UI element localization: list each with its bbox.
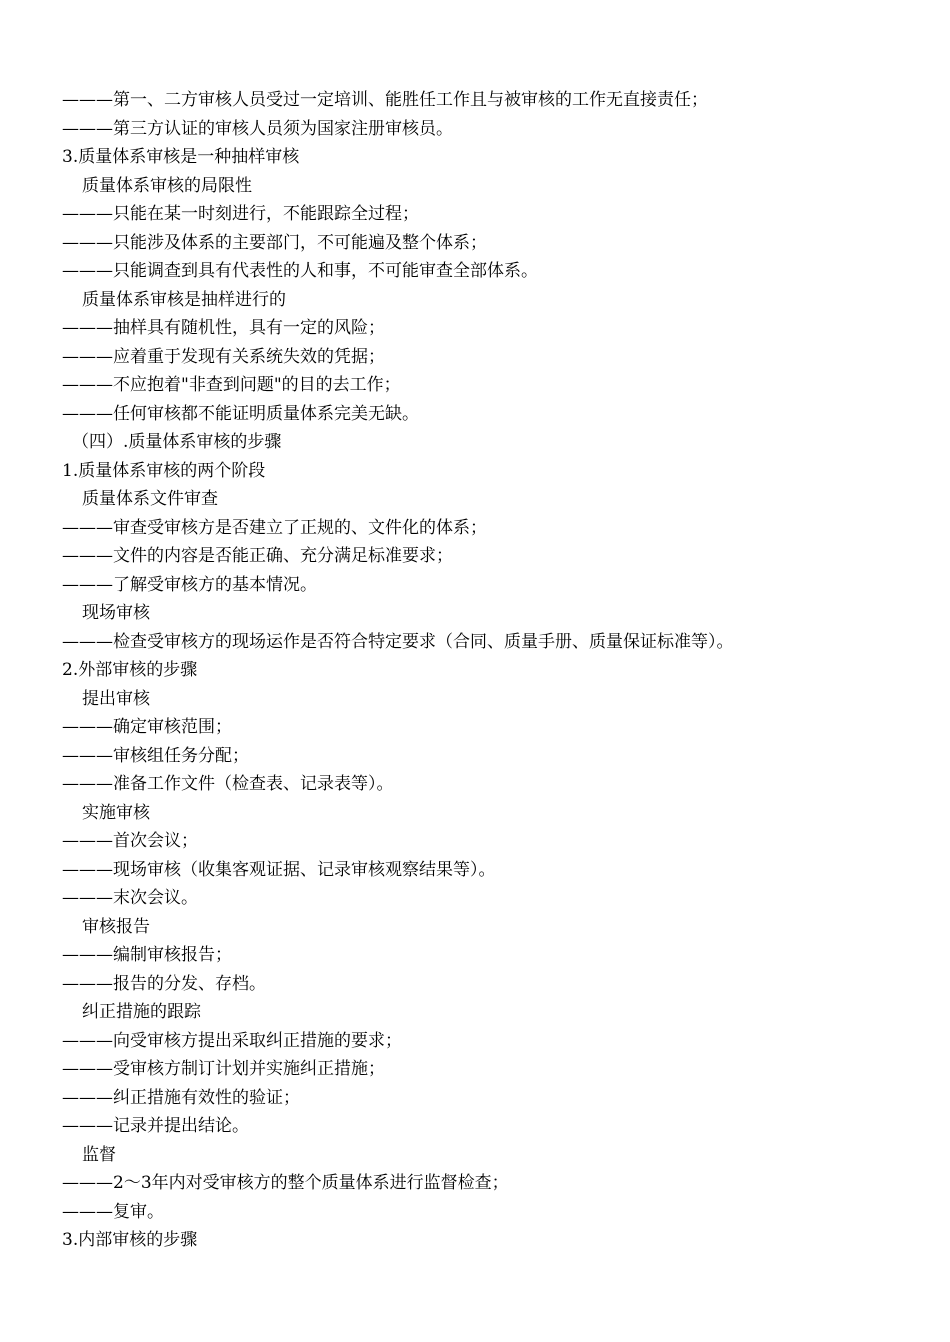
bullet-line: ———第一、二方审核人员受过一定培训、能胜任工作且与被审核的工作无直接责任； xyxy=(62,90,708,110)
subsection-heading: 提出审核 xyxy=(82,688,150,709)
subsection-heading: 纠正措施的跟踪 xyxy=(82,1002,201,1022)
bullet-line: ———2～3年内对受审核方的整个质量体系进行监督检查； xyxy=(62,1173,509,1193)
bullet-line: ———审核组任务分配； xyxy=(62,745,249,766)
section-heading: 1.质量体系审核的两个阶段 xyxy=(62,460,266,481)
section-heading: 3.内部审核的步骤 xyxy=(62,1230,198,1250)
bullet-line: ———任何审核都不能证明质量体系完美无缺。 xyxy=(62,403,419,424)
bullet-line: ———编制审核报告； xyxy=(62,945,232,965)
bullet-line: ———应着重于发现有关系统失效的凭据； xyxy=(62,346,385,367)
subsection-heading: 质量体系审核的局限性 xyxy=(82,175,252,196)
bullet-line: ———末次会议。 xyxy=(62,888,198,908)
bullet-line: ———确定审核范围； xyxy=(62,717,232,737)
bullet-line: ———文件的内容是否能正确、充分满足标准要求； xyxy=(62,546,453,566)
subsection-heading: 质量体系审核是抽样进行的 xyxy=(82,289,286,310)
bullet-line: ———只能调查到具有代表性的人和事，不可能审查全部体系。 xyxy=(62,261,538,281)
subsection-heading: 监督 xyxy=(82,1144,116,1165)
chapter-heading: （四）.质量体系审核的步骤 xyxy=(72,432,282,452)
subsection-heading: 审核报告 xyxy=(82,916,150,937)
bullet-line: ———纠正措施有效性的验证； xyxy=(62,1087,300,1108)
bullet-line: ———抽样具有随机性，具有一定的风险； xyxy=(62,318,385,338)
section-heading: 3.质量体系审核是一种抽样审核 xyxy=(62,147,300,167)
bullet-line: ———受审核方制订计划并实施纠正措施； xyxy=(62,1059,385,1079)
subsection-heading: 实施审核 xyxy=(82,802,150,823)
bullet-line: ———只能涉及体系的主要部门，不可能遍及整个体系； xyxy=(62,232,487,253)
bullet-line: ———不应抱着"非查到问题"的目的去工作； xyxy=(62,375,401,395)
bullet-line: ———只能在某一时刻进行，不能跟踪全过程； xyxy=(62,204,419,224)
bullet-line: ———记录并提出结论。 xyxy=(62,1116,249,1136)
bullet-line: ———报告的分发、存档。 xyxy=(62,973,266,994)
bullet-line: ———首次会议； xyxy=(62,831,198,851)
bullet-line: ———第三方认证的审核人员须为国家注册审核员。 xyxy=(62,118,453,139)
bullet-line: ———向受审核方提出采取纠正措施的要求； xyxy=(62,1030,402,1051)
subsection-heading: 现场审核 xyxy=(82,603,150,623)
bullet-line: ———检查受审核方的现场运作是否符合特定要求（合同、质量手册、质量保证标准等）。 xyxy=(62,631,734,652)
bullet-line: ———准备工作文件（检查表、记录表等）。 xyxy=(62,774,394,794)
document-page xyxy=(62,86,922,1255)
bullet-line: ———审查受审核方是否建立了正规的、文件化的体系； xyxy=(62,517,487,538)
bullet-line: ———了解受审核方的基本情况。 xyxy=(62,574,317,595)
bullet-line: ———现场审核（收集客观证据、记录审核观察结果等）。 xyxy=(62,859,496,880)
subsection-heading: 质量体系文件审查 xyxy=(82,489,218,509)
bullet-line: ———复审。 xyxy=(62,1201,164,1222)
section-heading: 2.外部审核的步骤 xyxy=(62,660,198,680)
